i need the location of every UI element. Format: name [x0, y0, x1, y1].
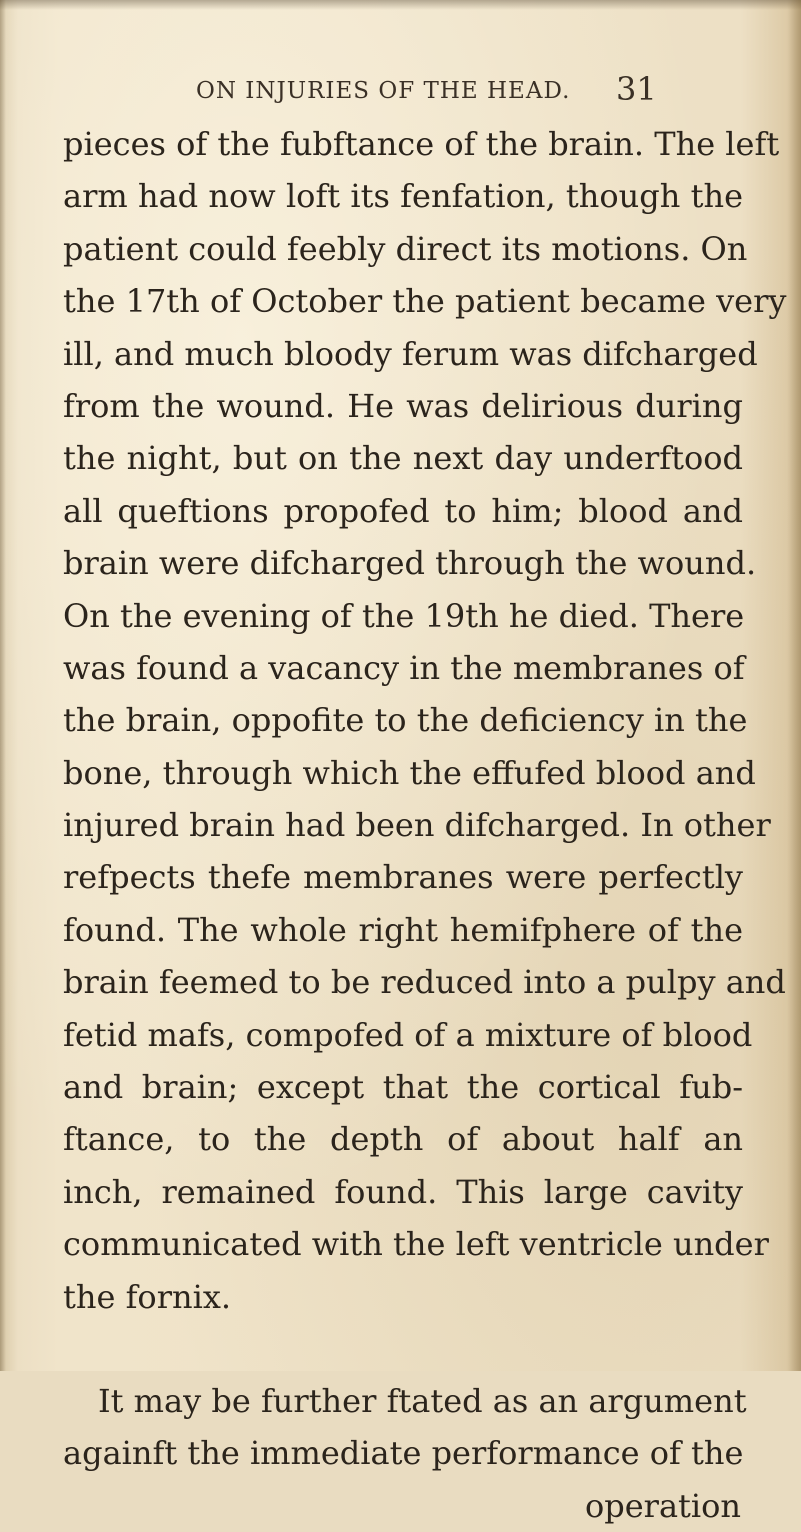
text-line: all queftions propofed to him; blood and: [63, 491, 743, 530]
text-line: the night, but on the next day underftood: [63, 439, 743, 478]
text-line: brain feemed to be reduced into a pulpy and: [63, 963, 786, 1002]
text-line: It may be further ftated as an argument: [98, 1381, 747, 1420]
text-line: was found a vacancy in the membranes of: [63, 648, 745, 687]
catchword: operation: [584, 1486, 741, 1525]
right-edge-shadow: [787, 0, 801, 1371]
text-line: fetid mafs, compofed of a mixture of blood: [63, 1015, 753, 1054]
text-line: the fornix.: [63, 1277, 232, 1316]
body-text: [63, 118, 787, 1532]
text-line: the brain, oppofite to the deficiency in the: [63, 701, 748, 740]
text-line: communicated with the left ventricle under: [63, 1225, 769, 1264]
text-line: from the wound. He was delirious during: [63, 386, 743, 425]
paragraph-gap: [63, 1323, 743, 1375]
text-line: found. The whole right hemifphere of the: [63, 910, 743, 949]
text-line: the 17th of October the patient became very: [63, 282, 787, 321]
text-line: againft the immediate performance of the: [63, 1434, 744, 1473]
text-line: ftance, to the depth of about half an: [63, 1120, 743, 1159]
page-number: 31: [616, 70, 657, 108]
top-edge-shadow: [0, 0, 801, 10]
text-line: brain were difcharged through the wound.: [63, 544, 757, 583]
text-line: On the evening of the 19th he died. There: [63, 596, 745, 635]
text-line: ill, and much bloody ferum was difcharged: [63, 334, 758, 373]
running-title: ON INJURIES OF THE HEAD.: [196, 78, 571, 104]
text-line: bone, through which the effufed blood and: [63, 753, 756, 792]
text-line: patient could feebly direct its motions. On: [63, 229, 748, 268]
text-line: arm had now loft its fenfation, though the: [63, 177, 743, 216]
text-line: inch, remained found. This large cavity: [63, 1172, 743, 1211]
left-edge-shadow: [0, 0, 6, 1371]
text-line: pieces of the fubftance of the brain. The left: [63, 125, 780, 163]
text-line: and brain; except that the cortical fub-: [63, 1068, 743, 1107]
text-line: injured brain had been difcharged. In other: [63, 806, 771, 845]
text-line: refpects thefe membranes were perfectly: [63, 858, 743, 897]
